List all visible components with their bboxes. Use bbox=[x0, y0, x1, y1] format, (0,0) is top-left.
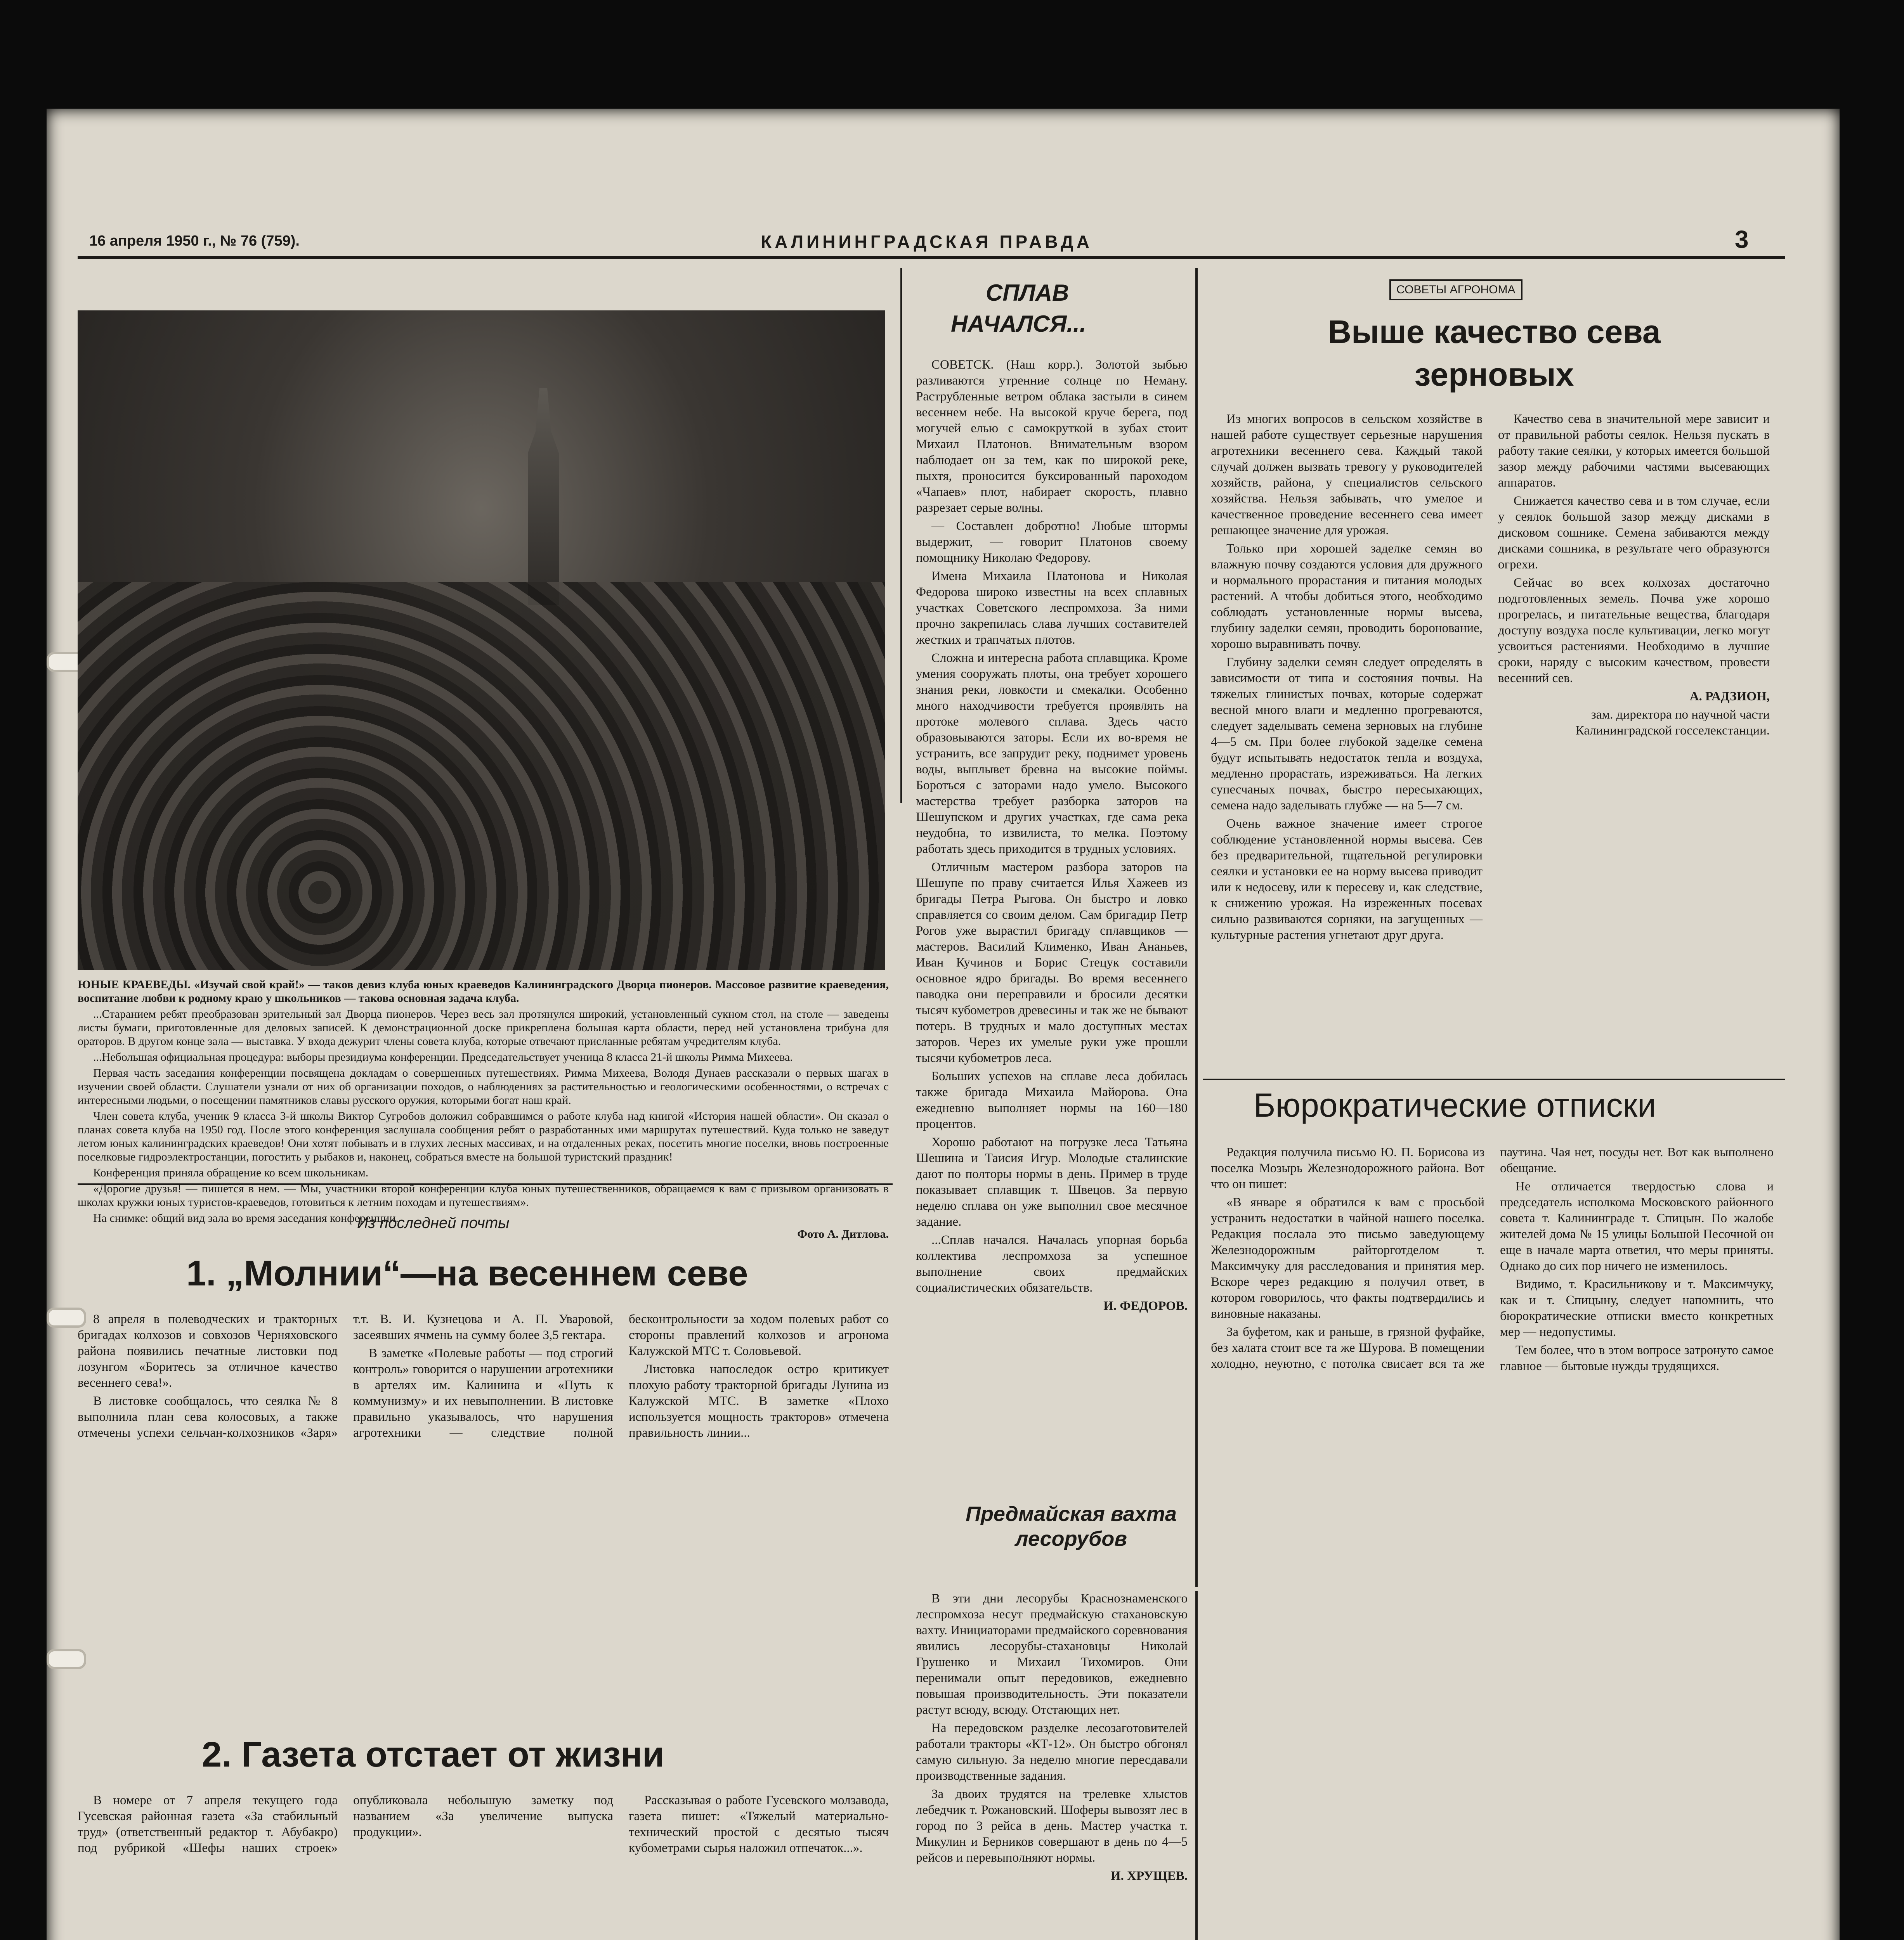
article-paragraph: На передовском разделке лесозаготовителей работали тракторы «КТ-12». Он быстро обгонял самую сильную. За неделю многие пересдавали производственные задания. bbox=[916, 1721, 1188, 1783]
article-paragraph: Отличным мастером разбора заторов на Шешупе по праву считается Илья Хажеев из бригады Петра Рыгова. Он быстро и ловко справляется со своим делом. Сам бригадир Петр Рогов уже вырастил бригаду сплавщиков — мастеров. Василий Клименко, Иван Ананьев, Иван Кучинов и Борис Стецук составили основное ядро бригады. Во время весеннего паводка они переправили и бросили десятки тысяч кубометров древесины и так же не бывают потерь. В трудных и мало доступных местах заторов. Через их умелые руки уже прошли тысячи кубометров леса. bbox=[916, 860, 1188, 1065]
article-paragraph: СОВЕТСК. (Наш корр.). Золотой зыбью разливаются утренние солнце по Неману. Раструбленные ветром облака застыли в синем весеннем небе. На высокой круче берега, под могучей елью с самокруткой в зубах стоит Михаил Платонов. Внимательным взором наблюдает он за тем, как по широкой реке, пыхтя, проносится буксированный пароходом «Чапаев» плот, набирает скорость, плавно разрезает серые волны. bbox=[916, 358, 1188, 515]
article-author-title: зам. директора по научной части Калининградской госселекстанции. bbox=[1575, 708, 1770, 738]
photo-credit: Фото А. Дитлова. bbox=[797, 1228, 889, 1240]
agronom-rubric: СОВЕТЫ АГРОНОМА bbox=[1389, 279, 1523, 300]
article-paragraph: Снижается качество сева и в том случае, если у сеялок большой зазор между дисками в дисковом сошнике. Семена забиваются между дисками сошника, в результате чего образуются огрехи. bbox=[1498, 494, 1770, 572]
article-paragraph: ...Сплав начался. Началась упорная борьба коллектива леспромхоза за успешное выполнение своих предмайских социалистических обязательств. bbox=[916, 1233, 1188, 1295]
article-paragraph: В заметке «Полевые работы — под строгий контроль» говорится о нарушении агротехники в артелях им. Калинина и «Путь к коммунизму» и их невыполнении. В листовке правильно указывалось, что нарушения агротехники — следствие полной бесконтрольности за ходом полевых работ со стороны правлений колхозов и агронома Калужской МТС т. Соловьевой. bbox=[353, 1312, 889, 1440]
article-paragraph: Тем более, что в этом вопросе затронуто самое главное — бытовые нужды трудящихся. bbox=[1500, 1343, 1774, 1373]
splav-article bbox=[916, 357, 1188, 1560]
section-rule bbox=[1203, 1079, 1785, 1080]
splav-title-2: НАЧАЛСЯ... bbox=[951, 311, 1086, 337]
article-paragraph: Имена Михаила Платонова и Николая Федорова широко известны на всех сплавных участках Советского леспромхоза. За ними прочно закрепилась слава лучших составителей жестких и трапчатых плотов. bbox=[916, 569, 1188, 647]
header-rule bbox=[78, 256, 1785, 259]
molnii-rubric: Из последней почты bbox=[357, 1214, 510, 1232]
article-paragraph: Очень важное значение имеет строгое соблюдение установленной нормы высева. Сев без предварительной, тщательной регулировки сеялки и установки ее на норму высева приводит или к недосеву, или к пересеву и, как следствие, к снижению урожая. На изреженных посевах сильно развиваются сорняки, на загущенных — культурные растения угнетают друг друга. bbox=[1211, 817, 1483, 942]
article-paragraph: Сложна и интересна работа сплавщика. Кроме умения сооружать плоты, она требует хорошего знания реки, ловкости и смекалки. Особенно много находчивости требуется проявлять на протоке молевого сплава. Здесь часто образовываются заторы. Если их во-время не устранить, все запрудит реку, поднимет уровень воды, выплывет бревна на высокие поймы. Бороться с заторами надо умело. Высокого мастерства требует разборка заторов на Шешупском и других участках, где сама река неудобна, то извилиста, то мелка. Поэтому работать здесь приходится в трудных условиях. bbox=[916, 651, 1188, 856]
molnii-title: 1. „Молнии“—на весеннем севе bbox=[186, 1254, 748, 1293]
article-paragraph: — Составлен добротно! Любые штормы выдержит, — говорит Платонов своему помощнику Николаю Федорову. bbox=[916, 519, 1188, 565]
article-paragraph: Глубину заделки семян следует определять в зависимости от типа и состояния почвы. На тяжелых глинистых почвах, которые содержат весной много влаги и медленно прогреваются, следует заделывать семена зерновых на глубине 4—5 см. При более глубокой заделке семена будут испытывать недостаток тепла и воздуха, медленно прорастать, изреживаться. На легких супесчаных почвах, быстро пересыхающих, семена надо заделывать глубже — на 5—7 см. bbox=[1211, 655, 1483, 812]
newspaper-title: КАЛИНИНГРАДСКАЯ ПРАВДА bbox=[761, 232, 1092, 252]
article-paragraph: Сейчас во всех колхозах достаточно подготовленных земель. Почва уже хорошо прогрелась, и питательные вещества, благодаря доступу воздуха после культивации, легко могут усвоиться растениями. Необходимо в лучшие сроки, наряду с высоким качеством, провести весенний сев. bbox=[1498, 576, 1770, 685]
caption-paragraph: ...Небольшая официальная процедура: выборы президиума конференции. Председательствует ученица 8 класса 21-й школы Римма Михеева. bbox=[93, 1051, 793, 1064]
article-author: И. ХРУЩЕВ. bbox=[1110, 1869, 1188, 1883]
article-paragraph: Редакция получила письмо Ю. П. Борисова из поселка Мозырь Железнодорожного района. Вот что он пишет: bbox=[1211, 1145, 1484, 1191]
article-paragraph: Больших успехов на сплаве леса добилась также бригада Михаила Майорова. Она ежедневно выполняет нормы на 160—180 процентов. bbox=[916, 1069, 1188, 1131]
column-rule bbox=[1195, 268, 1198, 1587]
caption-paragraph: Член совета клуба, ученик 9 класса 3-й школы Виктор Сугробов доложил собравшимся о работе клуба над книгой «История нашей области». Он сказал о планах совета клуба на 1950 год. После этого конференция заслушала сообщения ребят о разработанных ими маршрутах путешествий. Куда только не заведут летом юных калининградских краеведов! Они хотят побывать и в глухих лесных массивах, и на отдаленных реках, посетить многие поселки, вновь построенные поселковые гидроэлектростанции, погостить у рыбаков и, наконец, собраться вместе на большой туристский праздник! bbox=[78, 1110, 889, 1163]
caption-paragraph: На снимке: общий вид зала во время заседания конференции. bbox=[93, 1212, 399, 1225]
caption-paragraph: Конференция приняла обращение ко всем школьникам. bbox=[93, 1166, 369, 1179]
agronom-article-col1 bbox=[1211, 411, 1483, 1071]
column-rule bbox=[1195, 1591, 1198, 1940]
article-paragraph: 8 апреля в полеводческих и тракторных бригадах колхозов и совхозов Черняховского района появились печатные листовки под лозунгом «Боритесь за отличное качество весеннего сева!». bbox=[78, 1312, 338, 1390]
article-paragraph: Листовка напоследок остро критикует плохую работу тракторной бригады Лунина из Калужской МТС. В заметке «Плохо используется мощность тракторов» отмечена правильность линии... bbox=[629, 1362, 889, 1440]
article-paragraph: Только при хорошей заделке семян во влажную почву создаются условия для дружного и нормального прорастания и питания молодых растений. А чтобы добиться этого, необходимо соблюдать установленные нормы высева, глубину заделки семян, проводить боронование, хорошо выравнивать почву. bbox=[1211, 542, 1483, 651]
article-paragraph: Не отличается твердостью слова и председатель исполкома Московского районного совета т. Калининграде т. Спицын. По жалобе жителей дома № 15 улицы Большой Песочной он еще в начале марта ответил, что меры приняты. Однако до сих пор ничего не изменилось. bbox=[1500, 1180, 1774, 1273]
article-paragraph: В номере от 7 апреля текущего года Гусевская районная газета «За стабильный труд» (ответственный редактор т. Абубакро) под рубрикой «Шефы наших строек» опубликовала небольшую заметку под названием «За увеличение выпуска продукции». bbox=[78, 1793, 613, 1855]
article-paragraph: Видимо, т. Красильникову и т. Максимчуку, как и т. Спицыну, следует напомнить, что бюрократические отписки вместо конкретных мер — недопустимы. bbox=[1500, 1277, 1774, 1339]
photo-young-local-historians bbox=[78, 310, 885, 970]
caption-paragraph: «Дорогие друзья! — пишется в нем. — Мы, участники второй конференции клуба юных путешественников, обращаемся к вам с призывом организовать в школах кружки юных туристов-краеведов, готовиться к летним походам и путешествиям». bbox=[78, 1182, 889, 1209]
article-paragraph: За двоих трудятся на трелевке хлыстов лебедчик т. Рожановский. Шоферы вывозят лес в город по 3 рейса в день. Мастер участка т. Микулин и Берников совершают в день по 4—5 рейсов и перевыполняют нормы. bbox=[916, 1787, 1188, 1865]
article-paragraph: В листовке сообщалось, что сеялка № 8 выполнила план сева колосовых, а также отмечены успехи сельчан-колхозников «Заря» т.т. В. И. Кузнецова и А. П. Уваровой, засеявших ячмень на сумму более 3,5 гектара. bbox=[78, 1312, 613, 1440]
article-paragraph: Хорошо работают на погрузке леса Татьяна Шешина и Таисия Игур. Молодые сталинские дают по полторы нормы в день. Пример в труде показывает сплавщик т. Швецов. За первую неделю сплава он уже выполнил свое месячное задание. bbox=[916, 1135, 1188, 1229]
splav-title-1: СПЛАВ bbox=[986, 280, 1069, 306]
article-paragraph: Рассказывая о работе Гусевского молзавода, газета пишет: «Тяжелый материально-технический простой с десятью тысяч кубометрами сырья наложил отпечаток...». bbox=[629, 1793, 889, 1855]
article-author: И. ФЕДОРОВ. bbox=[1103, 1299, 1188, 1313]
article-paragraph: За буфетом, как и раньше, в грязной фуфайке, без халата стоит все та же Шурова. В помещении холодно, неуютно, с потолка свисает вся та же паутина. Чая нет, посуды нет. Вот как выполнено обещание. bbox=[1211, 1145, 1774, 1371]
gazeta-article bbox=[78, 1793, 889, 1940]
article-paragraph: В эти дни лесорубы Краснознаменского леспромхоза несут предмайскую стахановскую вахту. Инициаторами предмайского соревнования явились лесорубы-стахановцы Николай Грушенко и Михаил Тихомиров. Они перенимали опыт передовиков, ежедневно повышая производительность. Эти показатели растут всюду, всюду. Отстающих нет. bbox=[916, 1592, 1188, 1717]
gazeta-title: 2. Газета отстает от жизни bbox=[202, 1735, 664, 1774]
caption-title: ЮНЫЕ КРАЕВЕДЫ. «Изучай свой край!» — таков девиз клуба юных краеведов Калининградского Дворца пионеров. Массовое развитие краеведения, воспитание любви к родному краю у школьников — такова основная задача клуба. bbox=[78, 978, 889, 1005]
otpiski-title: Бюрократические отписки bbox=[1254, 1087, 1656, 1124]
page-number: 3 bbox=[1735, 225, 1749, 253]
article-paragraph: Качество сева в значительной мере зависит и от правильной работы сеялок. Нельзя пускать в работу такие сеялки, у которых имеется большой зазор между рабочими частями высевающих аппаратов. bbox=[1498, 412, 1770, 490]
issue-date: 16 апреля 1950 г., № 76 (759). bbox=[89, 233, 300, 249]
article-paragraph: «В январе я обратился к вам с просьбой устранить недостатки в чайной нашего поселка. Редакция послала это письмо заведующему Железнодорожным райторготделом т. Максимчуку для расследования и принятия мер. Вскоре через редакцию я получил ответ, в котором говорилось, что факты подтвердились и виновные наказаны. bbox=[1211, 1195, 1484, 1321]
molnii-article bbox=[78, 1311, 889, 1719]
article-author: А. РАДЗИОН, bbox=[1689, 689, 1770, 703]
agronom-title: Выше качество сева зерновых bbox=[1328, 314, 1661, 393]
vakhta-article bbox=[916, 1591, 1188, 1940]
caption-paragraph: ...Старанием ребят преобразован зрительный зал Дворца пионеров. Через весь зал протянулся широкий, установленный сукном стол, на столе — заведены листы бумаги, приготовленные для деловых записей. К демонстрационной доске прикреплена большая карта области, перед ней установлена трибуна для ораторов. В другом конце зала — выставка. У входа дежурит члены совета клуба, которые отвечают присланные ребятам учредителям клуба. bbox=[78, 1008, 889, 1048]
kremlin-tower-picture bbox=[505, 388, 582, 605]
article-paragraph: Из многих вопросов в сельском хозяйстве в нашей работе существует серьезные нарушения агротехники весеннего сева. Каждый такой случай должен вызвать тревогу у руководителей хозяйств, района, у специалистов сельского хозяйства. Нельзя забывать, что умелое и качественное проведение весеннего сева имеет решающее значение для урожая. bbox=[1211, 412, 1483, 537]
otpiski-article bbox=[1211, 1145, 1774, 1940]
column-rule bbox=[900, 268, 902, 803]
agronom-article-col2 bbox=[1498, 411, 1770, 1071]
caption-paragraph: Первая часть заседания конференции посвящена докладам о совершенных путешествиях. Римма Михеева, Володя Дунаев рассказали о первых шагах в изучении своей области. Слушатели узнали от них об организации походов, о наблюдениях за растительностью и геологическими особенностями, о встречах с интересными людьми, о посещении памятников славы русского оружия, которыми богат наш край. bbox=[78, 1067, 889, 1107]
audience-picture bbox=[78, 582, 885, 970]
vakhta-title: Предмайская вахта лесорубов bbox=[966, 1502, 1177, 1550]
